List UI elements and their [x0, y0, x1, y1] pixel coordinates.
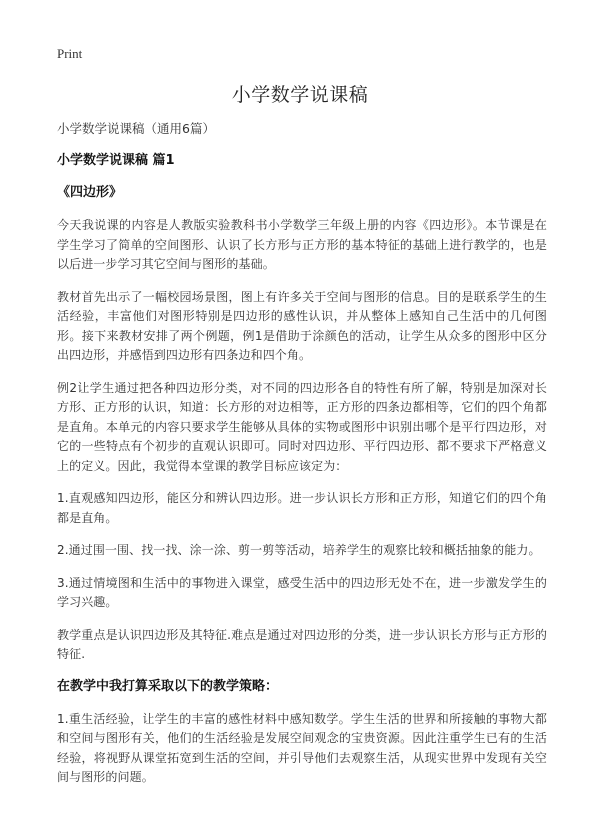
topic-heading: 《四边形》: [57, 185, 123, 200]
paragraph-goal-3: 3.通过情境图和生活中的事物进入课堂，感受生活中的四边形无处不在，进一步激发学生的学习兴趣。: [57, 575, 547, 609]
page-title: 小学数学说课稿: [231, 84, 369, 106]
paragraph-example: 例2让学生通过把各种四边形分类，对不同的四边形各自的特性有所了解，特别是加深对长方形、正方形的认识，知道：长方形的对边相等，正方形的四条边都相等，它们的四个角都是直角。本单元的内容只要求学生能够从具体的实物或图形中识别出哪个是平行四边形，对它的一些特点有个初步的直观认识即可。同时对四边形、平行四边形、都不要求下严格意义上的定义。因此，我觉得本堂课的教学目标应该定为：: [57, 380, 547, 473]
print-link[interactable]: Print: [57, 46, 83, 61]
strategy-heading: 在教学中我打算采取以下的教学策略：: [57, 678, 279, 694]
paragraph-goal-2: 2.通过围一围、找一找、涂一涂、剪一剪等活动，培养学生的观察比较和概括抽象的能力。: [57, 543, 541, 557]
paragraph-strategy-1: 1.重生活经验，让学生的丰富的感性材料中感知数学。学生生活的世界和所接触的事物大都和空间与图形有关，他们的生活经验是发展空间观念的宝贵资源。因此注重学生已有的生活经验，将视野从课堂拓宽到生活的空间，并引导他们去观察生活，从现实世界中发现有关空间与图形的问题。: [57, 711, 547, 784]
section-title: 小学数学说课稿 篇1: [57, 153, 175, 168]
paragraph-materials: 教材首先出示了一幅校园场景图，图上有许多关于空间与图形的信息。目的是联系学生的生活经验，丰富他们对图形特别是四边形的感性认识，并从整体上感知自己生活中的几何图形。接下来教材安排了两个例题，例1是借助于涂颜色的活动，让学生从众多的图形中区分出四边形，并感悟到四边形有四条边和四个角。: [57, 289, 547, 362]
paragraph-focus: 教学重点是认识四边形及其特征.难点是通过对四边形的分类，进一步认识长方形与正方形的特征.: [57, 627, 547, 661]
paragraph-intro: 今天我说课的内容是人教版实验教科书小学数学三年级上册的内容《四边形》。本节课是在学生学习了简单的空间图形、认识了长方形与正方形的基本特征的基础上进行教学的，也是以后进一步学习其它空间与图形的基础。: [57, 218, 547, 271]
document-subtitle: 小学数学说课稿（通用6篇）: [57, 121, 215, 136]
paragraph-goal-1: 1.直观感知四边形，能区分和辨认四边形。进一步认识长方形和正方形，知道它们的四个角都是直角。: [57, 491, 547, 525]
document-body: [57, 120, 547, 801]
